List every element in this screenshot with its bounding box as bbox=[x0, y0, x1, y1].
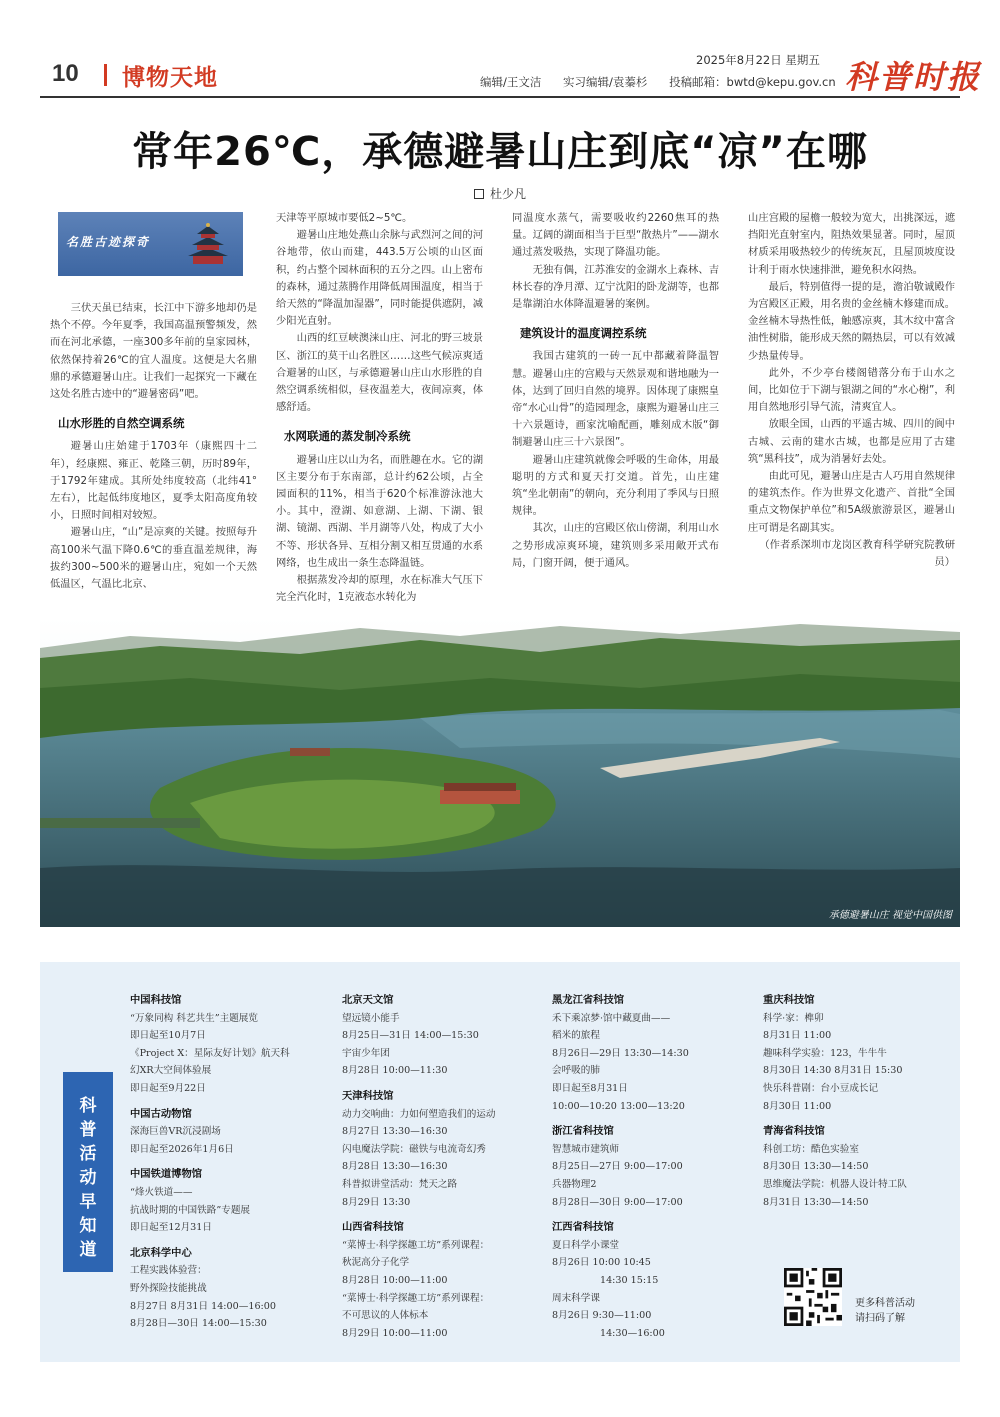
paragraph: 三伏天虽已结束，长江中下游多地却仍是热个不停。今年夏季，我国高温预警频发，然而在河北承德，一座300多年前的皇家园林，依然保持着26℃的宜人温度。这便是大名鼎鼎的承德避暑山庄。让我们一起探究一下藏在这处名胜古迹中的“避暑密码”吧。 bbox=[50, 302, 257, 401]
event-detail: 动力交响曲：力如何塑造我们的运动 bbox=[342, 1108, 496, 1120]
event-detail: 即日起至8月31日 bbox=[552, 1082, 628, 1094]
paragraph: 山西的红豆峡澳涞山庄、河北的野三坡景区、浙江的莫干山名胜区……这些气候凉爽适合避暑的山区，与承德避暑山庄山水形胜的自然空调系统相似，昼夜温差大，夜间凉爽，体感舒适。 bbox=[276, 332, 483, 414]
intern-editor-name: 实习编辑/袁蓁杉 bbox=[563, 75, 648, 89]
event-detail: 8月26日—29日 13:30—14:30 bbox=[552, 1047, 689, 1059]
summer-resort-photo bbox=[40, 618, 960, 927]
subheading: 建筑设计的温度调控系统 bbox=[520, 326, 647, 341]
event-venue: 山西省科技馆 bbox=[342, 1221, 404, 1234]
event-detail: 科普拟讲堂活动：梵天之路 bbox=[342, 1178, 458, 1190]
event-venue: 中国科技馆 bbox=[130, 994, 182, 1006]
event-detail: 8月28日—30日 14:00—15:30 bbox=[130, 1318, 267, 1330]
events-column-2 bbox=[342, 992, 542, 1342]
event-detail: 幻XR大空间体验展 bbox=[130, 1065, 212, 1077]
event-venue: 黑龙江省科技馆 bbox=[552, 994, 625, 1006]
qr-caption bbox=[855, 1296, 915, 1326]
event-detail: “菜博士·科学探趣工坊”系列课程： bbox=[342, 1292, 490, 1304]
events-label-char: 普 bbox=[79, 1120, 97, 1140]
paragraph: 其次，山庄的宫殿区依山傍湖，利用山水之势形成凉爽环境，建筑则多采用敞开式布局，门窗开阔，便于通风。 bbox=[512, 522, 719, 569]
event-detail: 即日起至12月31日 bbox=[130, 1222, 212, 1234]
paragraph: 我国古建筑的一砖一瓦中都藏着降温智慧。避暑山庄的宫殿与天然景观和谐地融为一体，达到了回归自然的境界。因体现了康熙皇帝“水心山骨”的造园理念，康熙为避暑山庄三十六景题诗，画家沈喻配画，雕刻成木版“御制避暑山庄三十六景图”。 bbox=[512, 350, 719, 449]
events-label-char: 知 bbox=[79, 1216, 97, 1236]
event-detail: 工程实践体验营： bbox=[130, 1265, 207, 1277]
event-detail: 8月25日—27日 9:00—17:00 bbox=[552, 1161, 683, 1173]
event-venue: 天津科技馆 bbox=[342, 1089, 394, 1102]
event-venue: 北京科学中心 bbox=[130, 1246, 192, 1259]
events-label bbox=[63, 1072, 113, 1272]
events-column-4 bbox=[763, 992, 953, 1211]
author-box-icon bbox=[474, 189, 484, 199]
event-detail: 智慧城市建筑师 bbox=[552, 1143, 620, 1155]
article-column-3 bbox=[512, 210, 719, 572]
subheading: 山水形胜的自然空调系统 bbox=[58, 416, 185, 431]
subheading: 水网联通的蒸发制冷系统 bbox=[284, 429, 411, 444]
event-detail: 10:00—10:20 13:00—13:20 bbox=[552, 1100, 685, 1112]
article-title: 常年26℃，承德避暑山庄到底“凉”在哪 bbox=[132, 129, 868, 175]
event-venue: 浙江省科技馆 bbox=[552, 1125, 614, 1138]
event-venue: 重庆科技馆 bbox=[763, 994, 815, 1006]
event-detail: 趣味科学实验：123，牛牛牛 bbox=[763, 1047, 887, 1059]
event-venue: 青海省科技馆 bbox=[763, 1125, 825, 1138]
events-label-char: 道 bbox=[79, 1240, 97, 1260]
event-detail: 即日起至2026年1月6日 bbox=[130, 1143, 234, 1155]
event-detail: 8月31日 11:00 bbox=[763, 1030, 832, 1042]
paragraph: 根据蒸发冷却的原理，水在标准大气压下完全汽化时，1克液态水转化为 bbox=[276, 574, 483, 604]
editor-name: 编辑/王文洁 bbox=[480, 75, 542, 89]
column-badge bbox=[58, 212, 243, 276]
event-detail: 8月28日 10:00—11:00 bbox=[342, 1274, 448, 1286]
article-author bbox=[0, 185, 1000, 202]
event-detail: 快乐科普剧：台小豆成长记 bbox=[763, 1082, 879, 1094]
events-label-char: 早 bbox=[79, 1192, 97, 1212]
paragraph: 最后，特别值得一提的是，澹泊敬诚殿作为宫殿区正殿，用名贵的金丝楠木修建而成。金丝楠木导热性低，触感凉爽，其木纹中富含油性树脂，能形成天然的隔热层，可以有效减少热量传导。 bbox=[748, 280, 955, 362]
events-label-char: 动 bbox=[79, 1168, 97, 1188]
event-venue: 北京天文馆 bbox=[342, 994, 394, 1006]
event-detail: 科创工坊：酷色实验室 bbox=[763, 1143, 859, 1155]
paragraph: 避暑山庄建筑就像会呼吸的生命体，用最聪明的方式和夏天打交道。首先，山庄建筑“坐北朝南”的朝向，充分利用了季风与日照规律。 bbox=[512, 453, 719, 518]
submission-email: 投稿邮箱：bwtd@kepu.gov.cn bbox=[669, 75, 836, 89]
event-detail: 即日起至9月22日 bbox=[130, 1082, 206, 1094]
event-detail: 8月30日 13:30—14:50 bbox=[763, 1161, 869, 1173]
article-column-2 bbox=[276, 210, 483, 606]
event-detail: “烽火铁道—— bbox=[130, 1186, 193, 1198]
article-column-4 bbox=[748, 210, 955, 571]
event-detail: 即日起至10月7日 bbox=[130, 1030, 206, 1042]
page-number: 10 bbox=[52, 60, 79, 87]
event-detail: 野外探险技能挑战 bbox=[130, 1282, 207, 1294]
paragraph: 天津等平原城市要低2~5℃。 bbox=[276, 212, 413, 224]
event-detail: 周末科学课 bbox=[552, 1292, 600, 1304]
paragraph: 由此可见，避暑山庄是古人巧用自然规律的建筑杰作。作为世界文化遗产、首批“全国重点文物保护单位”和5A级旅游景区，避暑山庄可谓是名副其实。 bbox=[748, 470, 955, 534]
event-detail: 8月29日 10:00—11:00 bbox=[342, 1327, 448, 1339]
paragraph: 避暑山庄以山为名，而胜趣在水。它的湖区主要分布于东南部，总计约62公顷，占全园面积的11%，相当于620个标准游泳池大小。其中，澄湖、如意湖、上湖、下湖、银湖、镜湖、西湖、半月湖等八处，构成了大小不等、形状各异、互相分割又相互贯通的水系网络，也生成出一条生态降温链。 bbox=[276, 453, 483, 569]
event-detail: 抗战时期的中国铁路”专题展 bbox=[130, 1204, 251, 1216]
issue-date: 2025年8月22日 星期五 bbox=[696, 53, 820, 67]
event-detail: 8月26日 10:00 10:45 bbox=[552, 1257, 651, 1269]
event-detail: 8月28日 10:00—11:30 bbox=[342, 1065, 448, 1077]
event-detail: 《Project X：星际友好计划》航天科 bbox=[130, 1047, 290, 1059]
photo-caption: 承德避暑山庄 视觉中国供图 bbox=[828, 910, 952, 921]
events-column-1 bbox=[130, 992, 330, 1333]
qr-code-icon[interactable] bbox=[784, 1268, 842, 1326]
event-detail: “万象同构 科艺共生”主题展览 bbox=[130, 1012, 258, 1024]
article-column-1 bbox=[50, 210, 257, 593]
event-venue: 中国古动物馆 bbox=[130, 1107, 192, 1120]
event-venue: 中国铁道博物馆 bbox=[130, 1168, 203, 1181]
event-detail: 8月28日 13:30—16:30 bbox=[342, 1161, 448, 1173]
event-detail: 宇宙少年团 bbox=[342, 1047, 390, 1059]
events-column-3 bbox=[552, 992, 752, 1342]
event-detail: 稻米的旅程 bbox=[552, 1030, 600, 1042]
event-detail: 8月30日 14:30 8月31日 15:30 bbox=[763, 1065, 903, 1077]
event-detail: 科学·家：榫卯 bbox=[763, 1012, 824, 1024]
event-detail: 望远镜小能手 bbox=[342, 1012, 400, 1024]
event-detail: 闪电魔法学院：磁铁与电流奇幻秀 bbox=[342, 1143, 486, 1155]
landscape-image bbox=[40, 618, 960, 927]
event-detail: 14:30 15:15 bbox=[552, 1274, 659, 1286]
event-detail: 8月31日 13:30—14:50 bbox=[763, 1196, 869, 1208]
events-label-char: 科 bbox=[79, 1096, 97, 1116]
editor-line bbox=[480, 74, 854, 90]
event-detail: 思维魔法学院：机器人设计特工队 bbox=[763, 1178, 907, 1190]
event-detail: 8月29日 13:30 bbox=[342, 1196, 411, 1208]
masthead-logo: 科普时报 bbox=[845, 58, 982, 96]
event-detail: 8月25日—31日 14:00—15:30 bbox=[342, 1030, 479, 1042]
event-detail: “菜博士·科学探趣工坊”系列课程： bbox=[342, 1239, 490, 1251]
event-detail: 8月27日 8月31日 14:00—16:00 bbox=[130, 1300, 276, 1312]
paragraph: 避暑山庄，“山”是凉爽的关键。按照每升高100米气温下降0.6℃的垂直温差规律，海拔约300~500米的避暑山庄，宛如一个天然低温区，气温比北京、 bbox=[50, 526, 257, 591]
section-title: 博物天地 bbox=[122, 65, 218, 91]
paragraph: 山庄宫殿的屋檐一般较为宽大，出挑深远，遮挡阳光直射室内，阻热效果显著。同时，屋顶材质采用吸热较少的传统灰瓦，且屋顶坡度设计利于雨水快速排泄，避免积水闷热。 bbox=[748, 212, 955, 276]
header-rule bbox=[40, 96, 960, 98]
author-signature: （作者系深圳市龙岗区教育科学研究院教研员） bbox=[759, 538, 955, 569]
header-divider bbox=[104, 64, 107, 86]
event-detail: 兵器物理2 bbox=[552, 1178, 597, 1190]
event-detail: 禾下乘凉梦·馆中藏夏曲—— bbox=[552, 1012, 671, 1024]
event-detail: 8月26日 9:30—11:00 bbox=[552, 1310, 652, 1322]
event-detail: 14:30—16:00 bbox=[552, 1327, 665, 1339]
column-badge-label: 名胜古迹探奇 bbox=[66, 235, 151, 249]
paragraph: 放眼全国，山西的平遥古城、四川的阆中古城、云南的建水古城，也都是应用了古建筑“黑科技”，成为消暑好去处。 bbox=[748, 418, 955, 465]
events-label-char: 活 bbox=[79, 1144, 97, 1164]
event-detail: 会呼吸的肺 bbox=[552, 1065, 600, 1077]
paragraph: 避暑山庄始建于1703年（康熙四十二年），经康熙、雍正、乾隆三朝，历时89年，于1792年建成。其所处纬度较高（北纬41° 左右），比起低纬度地区，夏季太阳高度角较小，日照时间相对较短。 bbox=[50, 440, 257, 522]
qr-caption-line-1: 更多科普活动 bbox=[855, 1298, 915, 1309]
event-detail: 秋泥高分子化学 bbox=[342, 1257, 410, 1269]
temple-icon bbox=[183, 220, 233, 270]
event-venue: 江西省科技馆 bbox=[552, 1221, 614, 1234]
event-detail: 8月27日 13:30—16:30 bbox=[342, 1126, 448, 1138]
paragraph: 同温度水蒸气，需要吸收约2260焦耳的热量。辽阔的湖面相当于巨型“散热片”——湖水通过蒸发吸热，实现了降温功能。 bbox=[512, 212, 719, 259]
event-detail: 8月28日—30日 9:00—17:00 bbox=[552, 1196, 683, 1208]
author-name: 杜少凡 bbox=[489, 187, 526, 201]
paragraph: 避暑山庄地处燕山余脉与武烈河之间的河谷地带，依山而建，443.5万公顷的山区面积，约占整个园林面积的五分之四。山上密布的森林，通过蒸腾作用降低周围温度，相当于给天然的“降温加湿器”，同时能提供遮阴，减少阳光直射。 bbox=[276, 229, 483, 328]
qr-caption-line-2: 请扫码了解 bbox=[855, 1313, 905, 1324]
paragraph: 此外，不少亭台楼阁错落分布于山水之间，比如位于下湖与银湖之间的“水心榭”，利用自然地形引导气流，清爽宜人。 bbox=[748, 366, 955, 414]
event-detail: 8月30日 11:00 bbox=[763, 1100, 832, 1112]
event-detail: 夏日科学小课堂 bbox=[552, 1239, 620, 1251]
event-detail: 不可思议的人体标本 bbox=[342, 1310, 429, 1322]
event-detail: 深海巨兽VR沉浸剧场 bbox=[130, 1126, 221, 1138]
paragraph: 无独有偶，江苏淮安的金湖水上森林、吉林长春的净月潭、辽宁沈阳的卧龙湖等，也都是靠湖泊水体降温避暑的案例。 bbox=[512, 263, 719, 311]
